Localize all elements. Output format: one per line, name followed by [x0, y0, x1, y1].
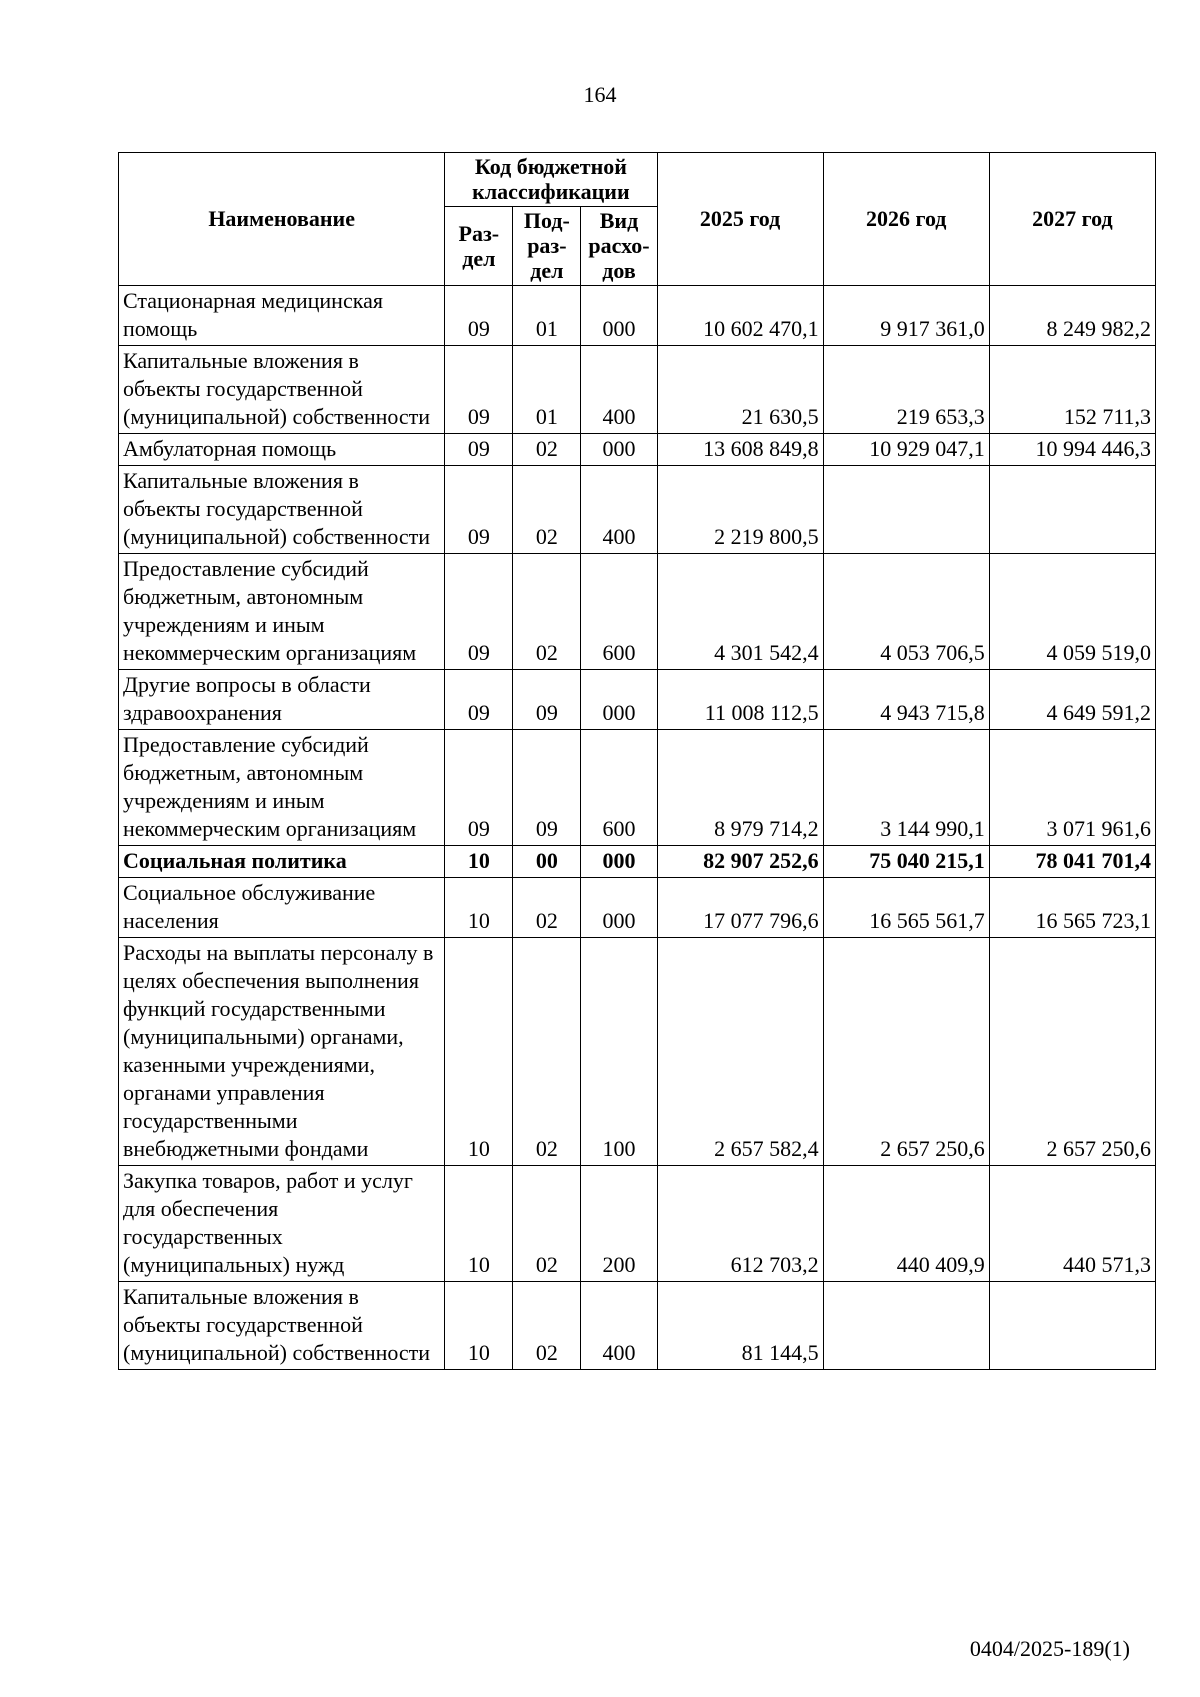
cell-razdel: 10 [445, 878, 513, 938]
header-2026: 2026 год [823, 153, 989, 286]
table-row [119, 434, 1156, 466]
cell-2026: 440 409,9 [823, 1166, 989, 1282]
cell-vid: 600 [581, 554, 657, 670]
cell-razdel: 09 [445, 346, 513, 434]
cell-2027: 16 565 723,1 [989, 878, 1155, 938]
table-row [119, 1166, 1156, 1282]
cell-vid: 400 [581, 1282, 657, 1370]
table-row [119, 878, 1156, 938]
header-vid: Вид расхо-дов [581, 207, 657, 286]
cell-2025: 2 219 800,5 [657, 466, 823, 554]
cell-2026: 16 565 561,7 [823, 878, 989, 938]
cell-2026: 219 653,3 [823, 346, 989, 434]
cell-razdel: 09 [445, 554, 513, 670]
cell-name: Социальное обслуживание населения [119, 878, 445, 938]
cell-2027: 152 711,3 [989, 346, 1155, 434]
cell-2027: 3 071 961,6 [989, 730, 1155, 846]
cell-2026: 4 053 706,5 [823, 554, 989, 670]
header-code-group: Код бюджетной классификации [445, 153, 657, 207]
header-name: Наименование [119, 153, 445, 286]
cell-razdel: 09 [445, 286, 513, 346]
table-row [119, 346, 1156, 434]
cell-2026: 2 657 250,6 [823, 938, 989, 1166]
header-2027: 2027 год [989, 153, 1155, 286]
cell-2026: 3 144 990,1 [823, 730, 989, 846]
cell-name: Предоставление субсидий бюджетным, автономным учреждениям и иным некоммерческим организациям [119, 730, 445, 846]
cell-podrazdel: 09 [513, 670, 581, 730]
cell-2025: 11 008 112,5 [657, 670, 823, 730]
cell-name: Капитальные вложения в объекты государственной (муниципальной) собственности [119, 466, 445, 554]
cell-vid: 000 [581, 670, 657, 730]
cell-2025: 17 077 796,6 [657, 878, 823, 938]
cell-podrazdel: 01 [513, 346, 581, 434]
cell-2025: 612 703,2 [657, 1166, 823, 1282]
cell-name: Амбулаторная помощь [119, 434, 445, 466]
cell-vid: 000 [581, 846, 657, 878]
table-row [119, 846, 1156, 878]
cell-name: Капитальные вложения в объекты государственной (муниципальной) собственности [119, 1282, 445, 1370]
cell-podrazdel: 02 [513, 938, 581, 1166]
cell-podrazdel: 02 [513, 1166, 581, 1282]
cell-2025: 8 979 714,2 [657, 730, 823, 846]
cell-2025: 2 657 582,4 [657, 938, 823, 1166]
cell-razdel: 09 [445, 730, 513, 846]
cell-2027: 4 649 591,2 [989, 670, 1155, 730]
cell-podrazdel: 01 [513, 286, 581, 346]
cell-2026 [823, 1282, 989, 1370]
cell-2027: 8 249 982,2 [989, 286, 1155, 346]
cell-name: Предоставление субсидий бюджетным, автономным учреждениям и иным некоммерческим организациям [119, 554, 445, 670]
cell-name: Расходы на выплаты персоналу в целях обеспечения выполнения функций государственными (муниципальными) органами, казенными учреждениями, органами управления государственными внебюджетными фондами [119, 938, 445, 1166]
cell-podrazdel: 02 [513, 466, 581, 554]
cell-vid: 000 [581, 286, 657, 346]
cell-razdel: 10 [445, 938, 513, 1166]
cell-vid: 400 [581, 346, 657, 434]
cell-2026 [823, 466, 989, 554]
cell-name: Стационарная медицинская помощь [119, 286, 445, 346]
cell-razdel: 10 [445, 1166, 513, 1282]
cell-2027: 78 041 701,4 [989, 846, 1155, 878]
cell-vid: 400 [581, 466, 657, 554]
cell-vid: 000 [581, 434, 657, 466]
table-body [119, 286, 1156, 1370]
header-2025: 2025 год [657, 153, 823, 286]
cell-2027: 2 657 250,6 [989, 938, 1155, 1166]
table-row [119, 554, 1156, 670]
table-row [119, 286, 1156, 346]
cell-vid: 100 [581, 938, 657, 1166]
cell-2027: 4 059 519,0 [989, 554, 1155, 670]
header-podrazdel: Под-раз-дел [513, 207, 581, 286]
cell-podrazdel: 02 [513, 434, 581, 466]
cell-2026: 4 943 715,8 [823, 670, 989, 730]
cell-2025: 81 144,5 [657, 1282, 823, 1370]
cell-2025: 4 301 542,4 [657, 554, 823, 670]
cell-name: Закупка товаров, работ и услуг для обеспечения государственных (муниципальных) нужд [119, 1166, 445, 1282]
cell-2027: 440 571,3 [989, 1166, 1155, 1282]
cell-name: Социальная политика [119, 846, 445, 878]
cell-vid: 200 [581, 1166, 657, 1282]
table-row [119, 730, 1156, 846]
table-header [119, 153, 1156, 286]
table-row [119, 1282, 1156, 1370]
cell-vid: 600 [581, 730, 657, 846]
cell-razdel: 10 [445, 846, 513, 878]
cell-vid: 000 [581, 878, 657, 938]
budget-table [118, 152, 1156, 1370]
cell-2025: 82 907 252,6 [657, 846, 823, 878]
cell-name: Другие вопросы в области здравоохранения [119, 670, 445, 730]
cell-razdel: 09 [445, 466, 513, 554]
cell-2027: 10 994 446,3 [989, 434, 1155, 466]
cell-name: Капитальные вложения в объекты государственной (муниципальной) собственности [119, 346, 445, 434]
cell-podrazdel: 00 [513, 846, 581, 878]
cell-2026: 10 929 047,1 [823, 434, 989, 466]
table-row [119, 466, 1156, 554]
cell-razdel: 10 [445, 1282, 513, 1370]
cell-2026: 75 040 215,1 [823, 846, 989, 878]
cell-podrazdel: 02 [513, 554, 581, 670]
document-code: 0404/2025-189(1) [969, 1636, 1130, 1661]
cell-razdel: 09 [445, 670, 513, 730]
cell-2027 [989, 1282, 1155, 1370]
cell-podrazdel: 09 [513, 730, 581, 846]
header-razdel: Раз-дел [445, 207, 513, 286]
cell-podrazdel: 02 [513, 878, 581, 938]
cell-2025: 21 630,5 [657, 346, 823, 434]
cell-razdel: 09 [445, 434, 513, 466]
cell-podrazdel: 02 [513, 1282, 581, 1370]
cell-2025: 10 602 470,1 [657, 286, 823, 346]
cell-2025: 13 608 849,8 [657, 434, 823, 466]
cell-2027 [989, 466, 1155, 554]
table-row [119, 670, 1156, 730]
page-number: 164 [583, 82, 617, 107]
table-row [119, 938, 1156, 1166]
cell-2026: 9 917 361,0 [823, 286, 989, 346]
